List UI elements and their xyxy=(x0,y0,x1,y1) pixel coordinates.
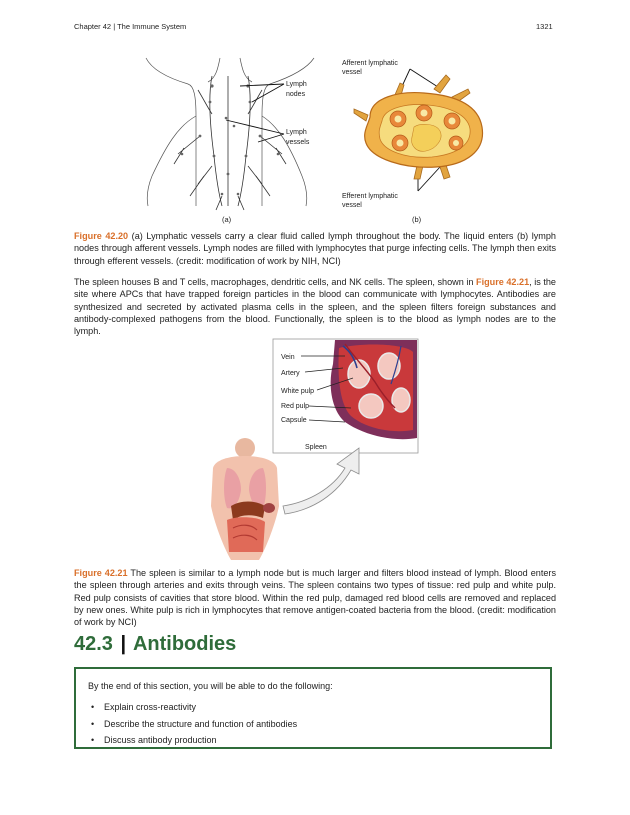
figure-42-21-label: Figure 42.21 xyxy=(74,568,128,578)
objective-text: Explain cross-reactivity xyxy=(104,702,197,712)
label-capsule: Capsule xyxy=(281,417,307,424)
running-header-chapter: Chapter 42 | The Immune System xyxy=(74,22,187,31)
bullet-icon: • xyxy=(91,702,95,712)
label-lymph-nodes-1: Lymph xyxy=(286,81,307,88)
label-red-pulp: Red pulp xyxy=(281,403,310,410)
label-artery: Artery xyxy=(281,370,300,377)
spleen-paragraph xyxy=(74,276,556,337)
section-separator: | xyxy=(120,633,127,655)
label-spleen: Spleen xyxy=(305,444,327,451)
label-efferent-2: vessel xyxy=(342,202,362,209)
learning-objectives-box xyxy=(74,667,552,749)
label-vein: Vein xyxy=(281,354,295,361)
paragraph-text-start: The spleen houses B and T cells, macrophages, dendritic cells, and NK cells. The spleen, shown in xyxy=(74,277,477,287)
lymph-node-illustration xyxy=(340,57,500,213)
paragraph-text-end: , is the site where APCs that have trapped foreign particles in the blood can communicate with lymphocytes. Antibodies are synthesized and secreted by activated plasma cells in the spleen, and the spleen filters foreign substances and antibody-complexed pathogens from the blood. Functionally, the spleen is to the blood as lymph nodes are to the lymph. xyxy=(74,277,556,337)
objectives-intro: By the end of this section, you will be able to do the following: xyxy=(88,681,333,691)
objective-text: Discuss antibody production xyxy=(104,735,217,745)
bullet-icon: • xyxy=(91,718,95,729)
bullet-icon: • xyxy=(91,735,95,745)
label-white-pulp: White pulp xyxy=(281,388,315,395)
figure-42-21-caption-text: The spleen is similar to a lymph node but is much larger and filters blood instead of lymph. Blood enters the spleen through arteries and exits through veins. The spleen contains two types of tissue: red pulp and white pulp. Red pulp consists of cavities that store blood. Within the red pulp, damaged red blood cells are removed and replaced by new ones. White pulp is rich in lymphocytes that remove antigen-coated bacteria from the blood. (credit: modification of work by NCI) xyxy=(74,568,556,628)
section-number: 42.3 xyxy=(74,633,113,655)
figure-42-21-link[interactable]: Figure 42.21 xyxy=(476,277,530,287)
figure-42-21-caption xyxy=(74,567,556,628)
list-item xyxy=(88,716,297,733)
spleen-illustration xyxy=(205,338,425,560)
section-heading xyxy=(74,633,236,656)
label-afferent-2: vessel xyxy=(342,69,362,76)
section-title: Antibodies xyxy=(132,633,237,655)
panel-label-a: (a) xyxy=(222,215,232,224)
label-efferent-1: Efferent lymphatic xyxy=(342,193,398,200)
list-item xyxy=(88,699,297,716)
figure-42-20-caption-text: (a) Lymphatic vessels carry a clear fluid called lymph throughout the body. The liquid enters (b) lymph nodes through afferent vessels. Lymph nodes are filled with lymphocytes that purge infecting cells. The lymph then exits through efferent vessels. (credit: modification of work by NIH, NCI) xyxy=(74,231,556,266)
label-lymph-nodes-2: nodes xyxy=(286,91,306,98)
objectives-list xyxy=(88,699,297,749)
lymphatic-system-illustration xyxy=(138,56,328,214)
list-item xyxy=(88,732,297,749)
page-number: 1321 xyxy=(536,22,553,31)
label-afferent-1: Afferent lymphatic xyxy=(342,60,398,67)
label-lymph-vessels-2: vessels xyxy=(286,139,310,146)
figure-42-20-label: Figure 42.20 xyxy=(74,231,129,241)
figure-42-20-caption xyxy=(74,230,556,267)
label-lymph-vessels-1: Lymph xyxy=(286,129,307,136)
objective-text: Describe the structure and function of antibodies xyxy=(104,718,298,729)
panel-label-b: (b) xyxy=(412,215,422,224)
